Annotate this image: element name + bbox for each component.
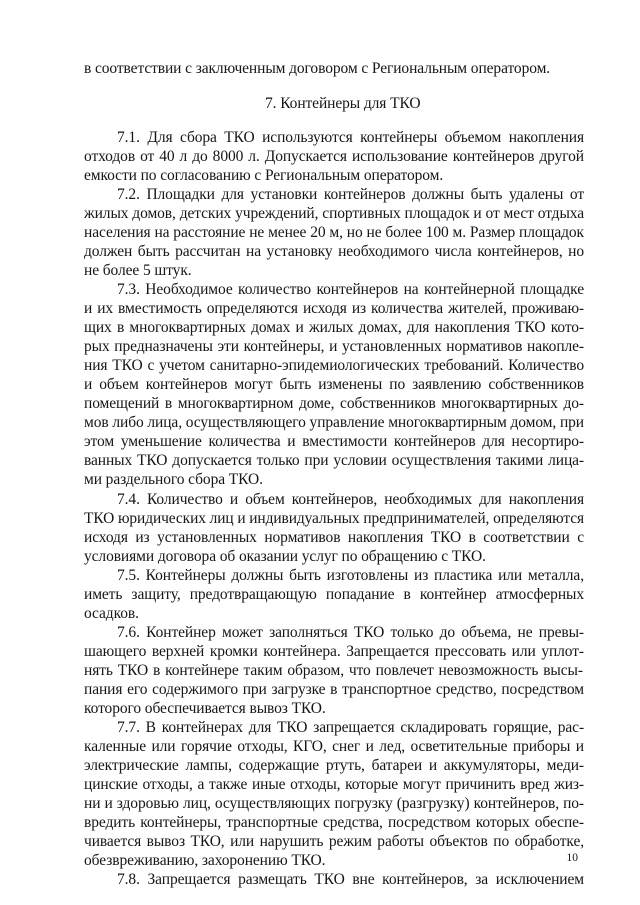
- paragraph-first-line: 7.8. Запрещается размещать ТКО вне контейнеров, за исключением: [117, 871, 584, 888]
- continuation-line: в соответствии с заключенным договором с Региональным оператором.: [84, 60, 551, 77]
- paragraph-line: исходя из установленных нормативов накопления ТКО в соответствии с: [84, 529, 584, 546]
- paragraph-line: ми раздельного сбора ТКО.: [84, 471, 263, 488]
- section-heading: 7. Контейнеры для ТКО: [265, 95, 421, 112]
- paragraph-line: ни и здоровью лиц, осуществляющих погрузку (разгрузку) контейнеров, по-: [84, 795, 584, 812]
- paragraph-first-line: 7.5. Контейнеры должны быть изготовлены из пластика или металла,: [117, 567, 584, 584]
- paragraph-line: пания его содержимого при загрузке в транспортное средство, посредством: [84, 681, 584, 698]
- paragraph-line: помещений в многоквартирном доме, собственников многоквартирных до-: [84, 395, 584, 412]
- page-number: 10: [566, 852, 578, 864]
- paragraph-line: мов либо лица, осуществляющего управление многоквартирным домом, при: [84, 414, 584, 431]
- paragraph-line: жилых домов, детских учреждений, спортивных площадок и от мест отдыха: [84, 205, 584, 222]
- paragraph-first-line: 7.4. Количество и объем контейнеров, необходимых для накопления: [117, 491, 584, 508]
- paragraph-line: которого обеспечивается вывоз ТКО.: [84, 700, 326, 717]
- paragraph-first-line: 7.2. Площадки для установки контейнеров должны быть удалены от: [117, 186, 584, 203]
- paragraph-line: чивается вывоз ТКО, или нарушить режим работы объектов по обработке,: [84, 833, 584, 850]
- paragraph-line: ния ТКО с учетом санитарно-эпидемиологических требований. Количество: [84, 357, 584, 374]
- paragraph-first-line: 7.7. В контейнерах для ТКО запрещается складировать горящие, рас-: [117, 719, 584, 736]
- paragraph-line: отходов от 40 л до 8000 л. Допускается использование контейнеров другой: [84, 148, 584, 165]
- paragraph-line: электрические лампы, содержащие ртуть, батареи и аккумуляторы, меди-: [84, 757, 584, 774]
- paragraph-line: осадков.: [84, 605, 139, 622]
- paragraph-line: обезвреживанию, захоронению ТКО.: [84, 852, 326, 869]
- paragraph-line: не более 5 штук.: [84, 262, 192, 279]
- paragraph-line: щих в многоквартирных домах и жилых домах, для накопления ТКО кото-: [84, 319, 584, 336]
- paragraph-line: емкости по согласованию с Региональным оператором.: [84, 167, 444, 184]
- paragraph-line: нять ТКО в контейнере таким образом, что повлечет невозможность высы-: [84, 662, 583, 679]
- paragraph-line: населения на расстояние не менее 20 м, но не более 100 м. Размер площадок: [84, 224, 584, 241]
- paragraph-line: должен быть рассчитан на установку необходимого числа контейнеров, но: [84, 243, 584, 260]
- paragraph-first-line: 7.3. Необходимое количество контейнеров на контейнерной площадке: [117, 281, 584, 298]
- paragraph-line: каленные или горячие отходы, КГО, снег и лед, осветительные приборы и: [84, 738, 584, 755]
- paragraph-line: и их вместимость определяются исходя из количества жителей, проживаю-: [84, 300, 584, 317]
- paragraph-first-line: 7.6. Контейнер может заполняться ТКО только до объема, не превы-: [117, 624, 584, 641]
- paragraph-line: ТКО юридических лиц и индивидуальных предпринимателей, определяются: [84, 510, 584, 527]
- paragraph-first-line: 7.1. Для сбора ТКО используются контейнеры объемом накопления: [117, 129, 584, 146]
- paragraph-line: ванных ТКО допускается только при условии осуществления такими лица-: [84, 452, 584, 469]
- paragraph-line: условиями договора об оказании услуг по обращению с ТКО.: [84, 548, 486, 565]
- paragraph-line: иметь защиту, предотвращающую попадание в контейнер атмосферных: [84, 586, 584, 603]
- paragraph-line: шающего верхней кромки контейнера. Запрещается прессовать или уплот-: [84, 643, 584, 660]
- paragraph-line: рых предназначены эти контейнеры, и установленных нормативов накопле-: [84, 338, 584, 355]
- paragraph-line: вредить контейнеры, транспортные средства, посредством которых обеспе-: [84, 814, 584, 831]
- paragraph-line: и объем контейнеров могут быть изменены по заявлению собственников: [84, 376, 584, 393]
- paragraph-line: этом уменьшение количества и вместимости контейнеров для несортиро-: [84, 433, 584, 450]
- paragraph-line: цинские отходы, а также иные отходы, которые могут причинить вред жиз-: [84, 776, 584, 793]
